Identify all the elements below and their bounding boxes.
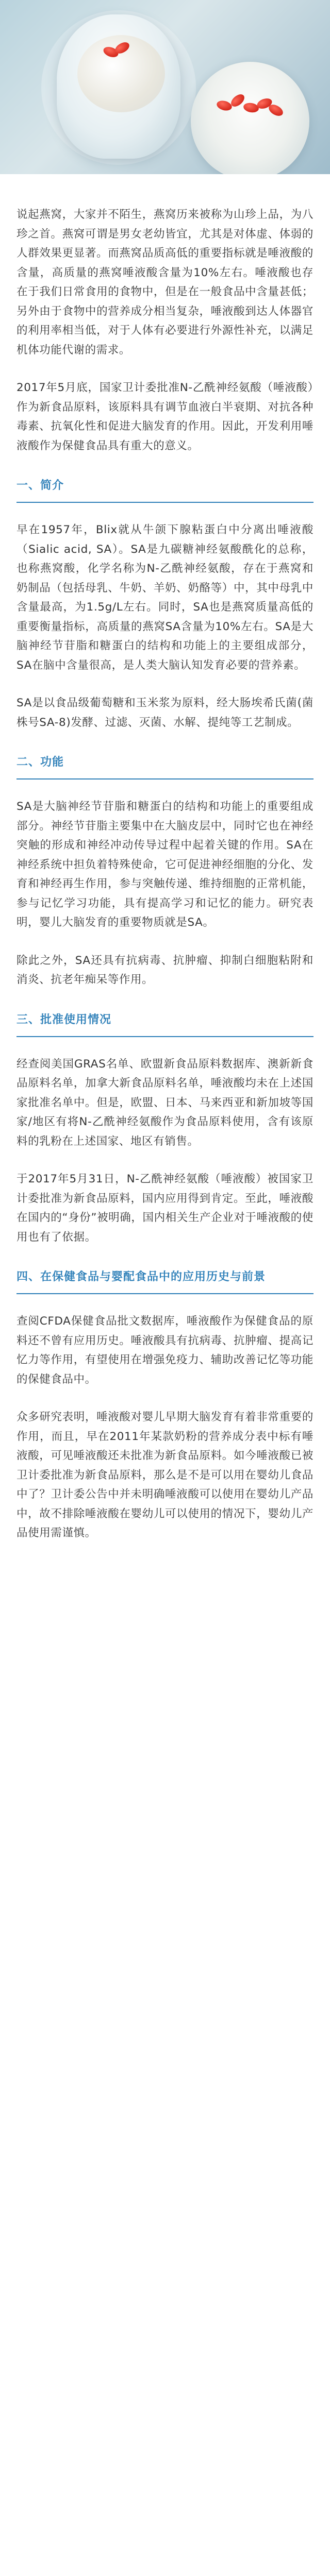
section-divider	[16, 778, 314, 779]
section-heading-intro	[16, 477, 314, 503]
health-food-paragraph: 查阅CFDA保健食品批文数据库，唾液酸作为保健食品的原料还不曾有应用历史。唾液酸具有抗病毒、抗肿瘤、提高记忆力等作用，有望使用在增强免疫力、辅助改善记忆等功能的保健食品中。	[16, 1315, 314, 1386]
section-title: 一、简介	[16, 479, 64, 492]
article-body	[0, 205, 330, 1543]
section-divider	[16, 1036, 314, 1037]
other-effects-paragraph: 除此之外，SA还具有抗病毒、抗肿瘤、抑制白细胞粘附和消炎、抗老年痴呆等作用。	[16, 954, 314, 986]
hero-image	[0, 0, 330, 174]
intro-detail-paragraph: 早在1957年，Blix就从牛颌下腺粘蛋白中分离出唾液酸（Sialic acid, SA）。SA是九碳糖神经氨酸酰化的总称，也称燕窝酸，化学名称为N-乙酰神经氨酸，存在于燕窝和奶制品（包括母乳、牛奶、羊奶、奶酪等）中，其中母乳中含量最高，为1.5g/L左右。同时，SA也是燕窝质量高低的重要衡量指标，高质量的燕窝SA含量为10%左右。SA是大脑神经节苷脂和糖蛋白的结构和功能上的主要组成部分，SA在脑中含量很高，是人类大脑认知发育必要的营养素。	[16, 523, 314, 672]
approval-paragraph: 2017年5月底，国家卫计委批准N-乙酰神经氨酸（唾液酸）作为新食品原料，该原料具有调节血液白半衰期、对抗各种毒素、抗氧化性和促进大脑发育的作用。因此，开发利用唾液酸作为保健食品具有重大的意义。	[16, 381, 314, 452]
section-heading-approval	[16, 1011, 314, 1037]
infant-food-paragraph: 众多研究表明，唾液酸对婴儿早期大脑发育有着非常重要的作用，而且，早在2011年某款奶粉的营养成分表中标有唾液酸，可见唾液酸还未批准为新食品原料。如今唾液酸已被卫计委批准为新食品原料，那么是不是可以用在婴幼儿食品中了？卫计委公告中并未明确唾液酸可以使用在婴幼儿产品中，故不排除唾液酸在婴幼儿可以使用的情况下，婴幼儿产品使用需谨慎。	[16, 1411, 314, 1539]
section-title: 二、功能	[16, 756, 64, 769]
section-divider	[16, 502, 314, 503]
function-paragraph: SA是大脑神经节苷脂和糖蛋白的结构和功能上的重要组成部分。神经节苷脂主要集中在大脑皮层中，同时它也在神经突触的形成和神经冲动传导过程中起着关键的作用。SA在神经系统中担负着特殊使命，它可促进神经细胞的分化、发育和神经再生作用，参与突触传递、维持细胞的正常机能，参与记忆学习功能，具有提高学习和记忆的能力。研究表明，婴儿大脑发育的重要物质就是SA。	[16, 800, 314, 929]
production-paragraph: SA是以食品级葡萄糖和玉米浆为原料，经大肠埃希氏菌(菌株号SA-8)发酵、过滤、灭菌、水解、提纯等工艺制成。	[16, 697, 314, 729]
section-heading-application	[16, 1268, 314, 1294]
section-title: 三、批准使用情况	[16, 1013, 112, 1026]
intro-paragraph: 说起燕窝，大家并不陌生，燕窝历来被称为山珍上品，为八珍之首。燕窝可谓是男女老幼皆宜，尤其是对体虚、体弱的人群效果更显著。而燕窝品质高低的重要指标就是唾液酸的含量，高质量的燕窝唾液酸含量为10%左右。唾液酸也存在于我们日常食用的食物中，但是在一般食品中含量甚低；另外由于食物中的营养成分相当复杂，唾液酸到达人体器官的利用率相当低，对于人体有必要进行外源性补充，以满足机体功能代谢的需求。	[16, 208, 314, 357]
domestic-approval-paragraph: 于2017年5月31日，N-乙酰神经氨酸（唾液酸）被国家卫计委批准为新食品原料，国内应用得到肯定。至此，唾液酸在国内的“身份”被明确，国内相关生产企业对于唾液酸的使用也有了依据。	[16, 1173, 314, 1244]
section-title: 四、在保健食品与婴配食品中的应用历史与前景	[16, 1270, 266, 1283]
section-heading-function	[16, 754, 314, 779]
section-divider	[16, 1293, 314, 1294]
second-bowl	[191, 62, 309, 174]
international-approval-paragraph: 经查阅美国GRAS名单、欧盟新食品原料数据库、澳新新食品原料名单，加拿大新食品原料名单，唾液酸均未在上述国家批准名单中。但是，欧盟、日本、马来西亚和新加坡等国家/地区有将N-乙酰神经氨酸作为食品原料使用，含有该原料的乳粉在上述国家、地区有销售。	[16, 1057, 314, 1148]
